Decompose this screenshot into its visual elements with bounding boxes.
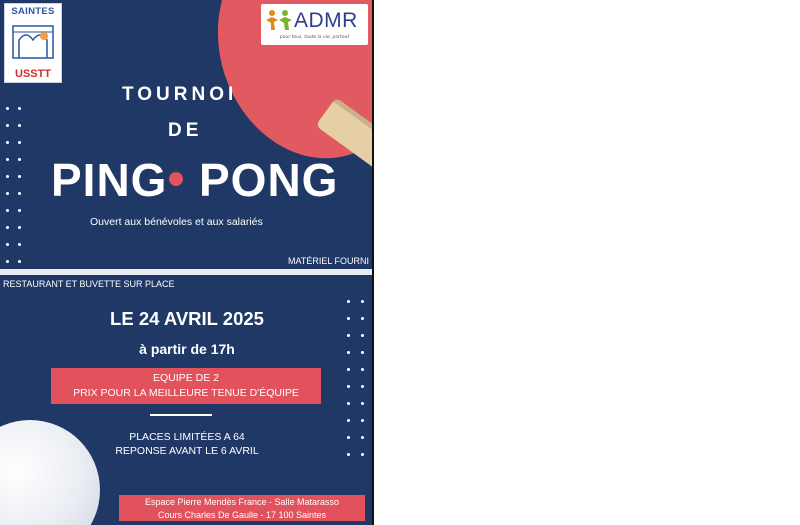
places-limit: PLACES LIMITÉES A 64 [129, 431, 245, 443]
team-info-box [51, 368, 321, 404]
arch-icon [11, 20, 55, 62]
address-street: Cours Charles De Gaulle - 17 100 Saintes [157, 509, 327, 520]
title-ping: PING [51, 154, 168, 206]
material-note: MATÉRIEL FOURNI [288, 256, 370, 266]
team-size: EQUIPE DE 2 [153, 372, 219, 384]
admr-logo [261, 4, 368, 45]
title-pong: PONG [199, 154, 339, 206]
title-tournoi: TOURNOI [122, 84, 238, 105]
address-venue: Espace Pierre Mendès France - Salle Matarasso [144, 497, 340, 507]
saintes-logo-text: SAINTES [11, 6, 55, 17]
usstt-logo-text: USSTT [14, 68, 52, 80]
admr-tagline: pour tous, toute la vie, partout [279, 35, 350, 40]
title-de: DE [168, 120, 203, 141]
tournament-poster [0, 0, 374, 525]
restaurant-note: RESTAURANT ET BUVETTE SUR PLACE [3, 279, 175, 289]
admr-logo-text: ADMR [294, 9, 358, 32]
subtitle: Ouvert aux bénévoles et aux salariés [90, 216, 263, 228]
title-separator-dot [169, 172, 183, 186]
admr-people-icon [265, 8, 293, 32]
horizontal-rule [150, 414, 212, 416]
poster-border [372, 0, 374, 525]
team-prize: PRIX POUR LA MEILLEURE TENUE D'ÉQUIPE [73, 387, 299, 399]
reply-deadline: REPONSE AVANT LE 6 AVRIL [115, 445, 259, 457]
divider-band [0, 269, 374, 275]
event-date: LE 24 AVRIL 2025 [110, 308, 264, 329]
address-box [119, 495, 365, 521]
places-info [0, 430, 374, 458]
event-time: à partir de 17h [139, 341, 235, 357]
saintes-usstt-logo [4, 3, 62, 83]
